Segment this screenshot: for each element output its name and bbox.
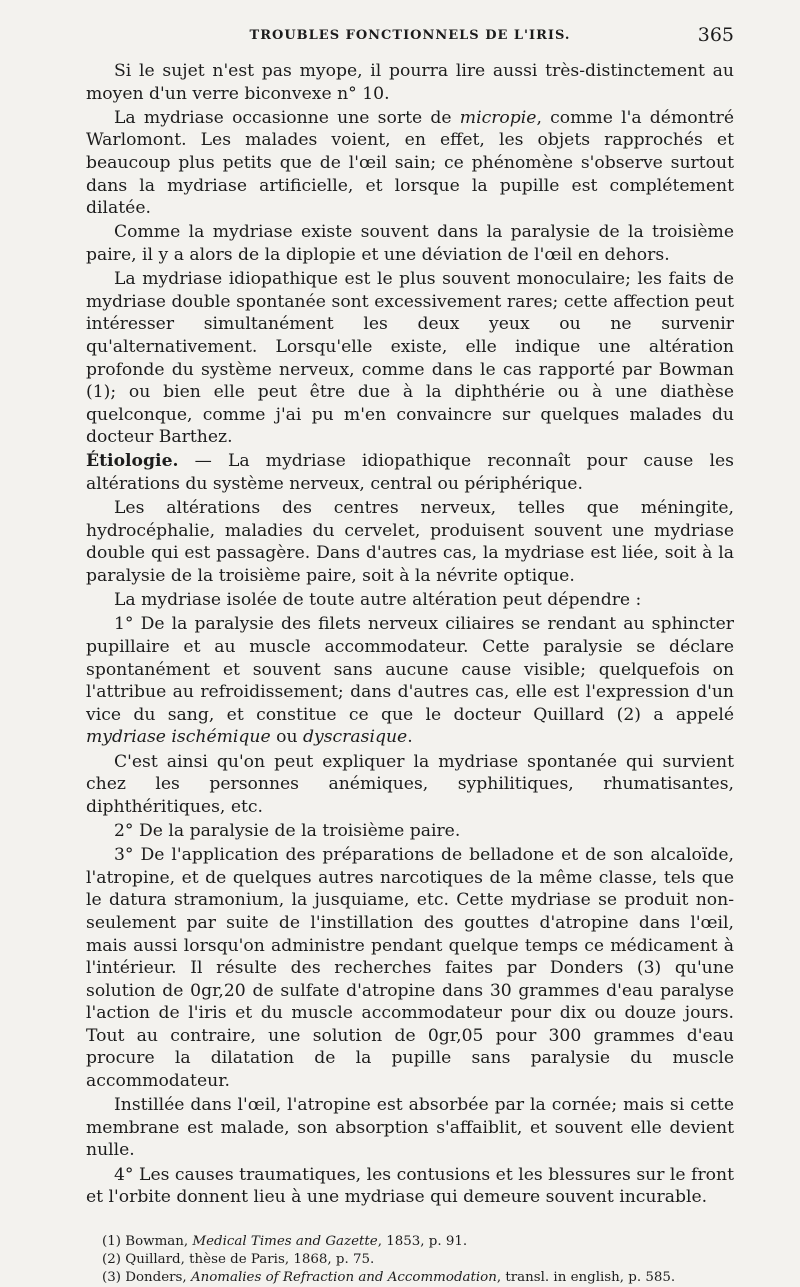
running-header <box>86 24 734 52</box>
italic-run: dyscrasique <box>303 727 408 748</box>
footnote <box>86 1269 734 1287</box>
text-run: 4° Les causes traumatiques, les contusions et les blessures sur le front et l'orbite donnent lieu à une mydriase qui demeure souvent incurable. <box>86 1164 734 1208</box>
footnote <box>86 1233 734 1251</box>
text-run: , comme l'a démontré Warlomont. Les malades voient, en effet, les objets rapprochés et beaucoup plus petits que de l'œil sain; ce phénomène s'observe surtout dans la mydriase artificielle, et lorsque la pupille est complétement dilatée. <box>86 107 734 219</box>
paragraph <box>86 820 734 843</box>
text-run: Si le sujet n'est pas myope, il pourra lire aussi très-distinctement au moyen d'un verre biconvexe n° 10. <box>86 61 734 104</box>
text-run: Instillée dans l'œil, l'atropine est absorbée par la cornée; mais si cette membrane est malade, son absorption s'affaiblit, et souvent elle devient nulle. <box>86 1095 734 1161</box>
italic-run: Medical Times and Gazette <box>192 1233 378 1249</box>
paragraph <box>86 107 734 220</box>
text-run: , transl. in english, p. 585. <box>496 1269 676 1285</box>
paragraph <box>86 844 734 1093</box>
text-run: . <box>407 727 413 748</box>
running-title: TROUBLES FONCTIONNELS DE L'IRIS. <box>249 28 571 43</box>
paragraph <box>86 613 734 749</box>
text-run: 3° De l'application des préparations de belladone et de son alcaloïde, l'atropine, et de quelques autres narcotiques de la même classe, tels que le datura stramonium, la jusquiame, etc. Cette mydriase se produit non-seulement par suite de l'instillation des gouttes d'atropine dans l'œil, mais aussi lorsqu'on administre pendant quelque temps ce médicament à l'intérieur. Il résulte des recherches faites par Donders (3) qu'une solution de 0gr,20 de sulfate d'atropine dans 30 grammes d'eau paralyse l'action de l'iris et du muscle accommodateur pour dix ou douze jours. Tout au contraire, une solution de 0gr,05 pour 300 grammes d'eau procure la dilatation de la pupille sans paralysie du muscle accommodateur. <box>86 845 734 1092</box>
footnote <box>86 1251 734 1269</box>
text-run: La mydriase idiopathique est le plus souvent monoculaire; les faits de mydriase double spontanée sont excessivement rares; cette affection peut intéresser simultanément les deux yeux ou ne survenir qu'alternativement. Lorsqu'elle existe, elle indique une altération profonde du système nerveux, comme dans le cas rapporté par Bowman (1); ou bien elle peut être due à la diphthérie ou à une diathèse quelconque, comme j'ai pu m'en convaincre sur quelques malades du docteur Barthez. <box>86 269 734 448</box>
italic-run: Anomalies of Refraction and Accommodation <box>190 1269 497 1285</box>
paragraph <box>86 497 734 587</box>
text-run: La mydriase isolée de toute autre altération peut dépendre : <box>114 590 642 611</box>
text-run: Les altérations des centres nerveux, telles que méningite, hydrocéphalie, maladies du cervelet, produisent souvent une mydriase double qui est passagère. Dans d'autres cas, la mydriase est liée, soit à la paralysie de la troisième paire, soit à la névrite optique. <box>86 498 734 587</box>
text-run: — La mydriase idiopathique reconnaît pour cause les altérations du système nerveux, central ou périphérique. <box>86 451 734 495</box>
paragraph <box>86 589 734 612</box>
text-run: La mydriase occasionne une sorte de <box>114 107 460 128</box>
paragraph <box>86 751 734 819</box>
text-run: 1° De la paralysie des filets nerveux ciliaires se rendant au sphincter pupillaire et au muscle accommodateur. Cette paralysie se déclare spontanément et souvent sans aucune cause visible; quelquefois on l'attribue au refroidissement; dans d'autres cas, elle est l'expression d'un vice du sang, et constitue ce que le docteur Quillard (2) a appelé <box>86 614 734 725</box>
text-run: , 1853, p. 91. <box>377 1233 468 1249</box>
text-run: 2° De la paralysie de la troisième paire. <box>114 820 461 841</box>
text-run: ou <box>270 727 304 748</box>
text-run: (3) Donders, <box>102 1269 191 1285</box>
section-lead: Étiologie. <box>86 451 179 472</box>
text-run: (1) Bowman, <box>102 1233 193 1249</box>
paragraph <box>86 1164 734 1209</box>
paragraph <box>86 60 734 105</box>
text-run: C'est ainsi qu'on peut expliquer la mydriase spontanée qui survient chez les personnes anémiques, syphilitiques, rhumatisantes, diphthéritiques, etc. <box>86 751 734 817</box>
text-run: (2) Quillard, thèse de Paris, 1868, p. 75. <box>102 1251 375 1267</box>
italic-run: mydriase ischémique <box>86 727 271 748</box>
paragraph <box>86 221 734 266</box>
paragraph <box>86 450 734 495</box>
text-run: Comme la mydriase existe souvent dans la paralysie de la troisième paire, il y a alors de la diplopie et une déviation de l'œil en dehors. <box>86 222 734 265</box>
page-number: 365 <box>697 24 734 46</box>
footnotes <box>86 1233 734 1287</box>
body-text <box>86 60 734 1209</box>
paragraph <box>86 268 734 449</box>
italic-run: micropie <box>459 107 537 128</box>
book-page <box>86 24 734 1287</box>
paragraph <box>86 1094 734 1162</box>
